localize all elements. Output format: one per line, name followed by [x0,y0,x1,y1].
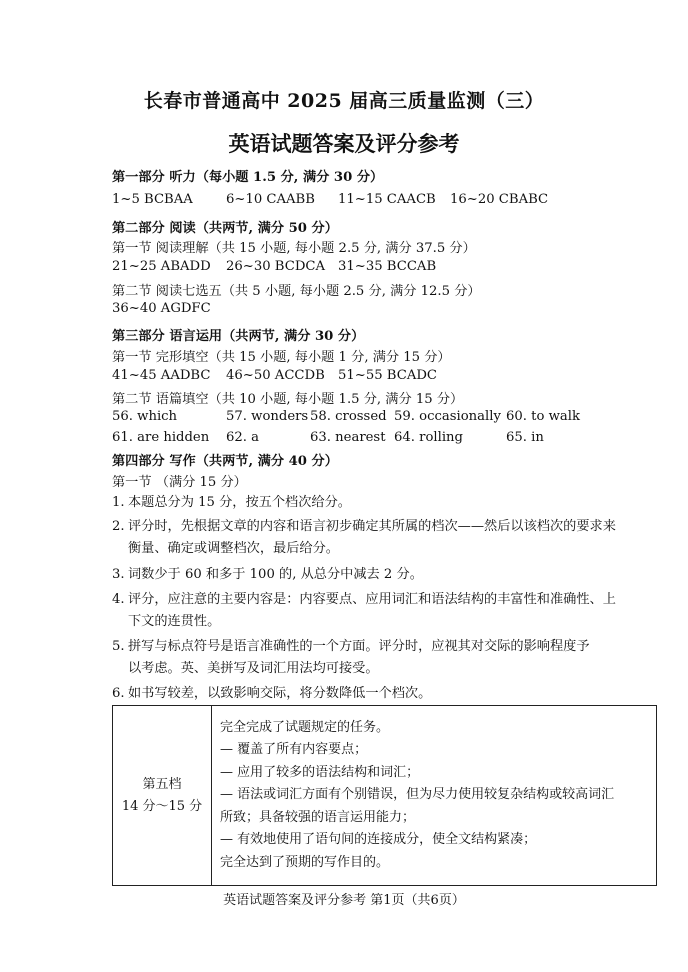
part2-heading: 第二部分 阅读（共两节, 满分 50 分） [112,221,338,236]
fill-answer: 56. which [112,409,178,424]
rule-number: 6. [112,686,125,701]
grade-table [112,705,657,886]
rule-text: 评分时，先根据文章的内容和语言初步确定其所属的档次——然后以该档次的要求来 [128,519,616,534]
page-subtitle: 英语试题答案及评分参考 [228,131,460,156]
grade-descriptor-cell [212,706,657,886]
rule-text: 拼写与标点符号是语言准确性的一个方面。评分时，应视其对交际的影响程度予 [128,639,590,654]
rule-text: 评分，应注意的主要内容是：内容要点、应用词汇和语法结构的丰富性和准确性、上 [128,592,616,607]
fill-answer: 57. wonders [226,409,309,424]
descriptor-line: — 语法或词汇方面有个别错误，但为尽力使用较复杂结构或较高词汇 [220,787,615,803]
answer-group: 6~10 CAABB [226,192,315,207]
rule-number: 1. [112,495,125,510]
rule-number: 4. [112,592,125,607]
part4-section1-heading: 第一节 （满分 15 分） [112,475,247,490]
scoring-rule [112,564,657,586]
part1-heading: 第一部分 听力（每小题 1.5 分, 满分 30 分） [112,170,384,185]
part3-heading: 第三部分 语言运用（共两节, 满分 30 分） [112,329,365,344]
rule-text: 衡量、确定或调整档次，最后给分。 [128,541,339,556]
grade-score: 14 分～15 分 [121,798,203,814]
rule-text: 如书写较差，以致影响交际，将分数降低一个档次。 [128,686,432,701]
answer-group: 11~15 CAACB [338,192,436,207]
part3-section2-heading: 第二节 语篇填空（共 10 小题, 每小题 1.5 分, 满分 15 分） [112,392,464,407]
answer-group: 1~5 BCBAA [112,192,193,207]
scoring-rule [112,636,657,680]
fill-answer: 62. a [226,430,260,445]
descriptor-line: — 有效地使用了语句间的连接成分，使全文结构紧凑； [220,832,537,848]
fill-answer: 64. rolling [394,430,463,445]
answer-group: 36~40 AGDFC [112,301,211,316]
answer-group: 16~20 CBABC [450,192,549,207]
fill-answer: 60. to walk [506,409,580,424]
part3-section1-heading: 第一节 完形填空（共 15 小题, 每小题 1 分, 满分 15 分） [112,350,451,365]
part2-section2-heading: 第二节 阅读七选五（共 5 小题, 每小题 2.5 分, 满分 12.5 分） [112,284,481,299]
descriptor-line: 所致；具备较强的语言运用能力； [220,809,416,825]
rule-text: 本题总分为 15 分，按五个档次给分。 [128,495,351,510]
scoring-rule [112,492,657,514]
rule-number: 5. [112,639,125,654]
grade-level-cell [113,706,212,886]
fill-answer: 63. nearest [310,430,386,445]
table-row [113,706,657,886]
fill-answer: 59. occasionally [394,409,501,424]
grade-name: 第五档 [142,776,182,792]
descriptor-line: — 应用了较多的语法结构和词汇； [220,764,420,780]
descriptor-line: 完全达到了预期的写作目的。 [220,854,390,870]
page-title: 长春市普通高中 2025 届高三质量监测（三） [143,90,545,112]
fill-answer: 58. crossed [310,409,387,424]
answer-group: 21~25 ABADD [112,259,211,274]
scoring-rule [112,683,657,705]
descriptor-line: 完全完成了试题规定的任务。 [220,720,390,736]
page-footer: 英语试题答案及评分参考 第1页（共6页） [223,893,465,908]
answer-group: 51~55 BCADC [338,368,438,383]
part2-section1-heading: 第一节 阅读理解（共 15 小题, 每小题 2.5 分, 满分 37.5 分） [112,241,476,256]
descriptor-line: — 覆盖了所有内容要点； [220,742,368,758]
scoring-rule [112,589,657,633]
rule-number: 3. [112,567,125,582]
fill-answer: 65. in [506,430,544,445]
rule-text: 以考虑。英、美拼写及词汇用法均可接受。 [128,661,379,676]
rule-number: 2. [112,519,125,534]
fill-answer: 61. are hidden [112,430,210,445]
part4-heading: 第四部分 写作（共两节, 满分 40 分） [112,454,338,469]
answer-group: 41~45 AADBC [112,368,211,383]
answer-group: 46~50 ACCDB [226,368,325,383]
scoring-rule [112,516,657,560]
rule-text: 下文的连贯性。 [128,614,221,629]
answer-group: 31~35 BCCAB [338,259,437,274]
rule-text: 词数少于 60 和多于 100 的, 从总分中减去 2 分。 [128,567,423,582]
answer-group: 26~30 BCDCA [226,259,326,274]
